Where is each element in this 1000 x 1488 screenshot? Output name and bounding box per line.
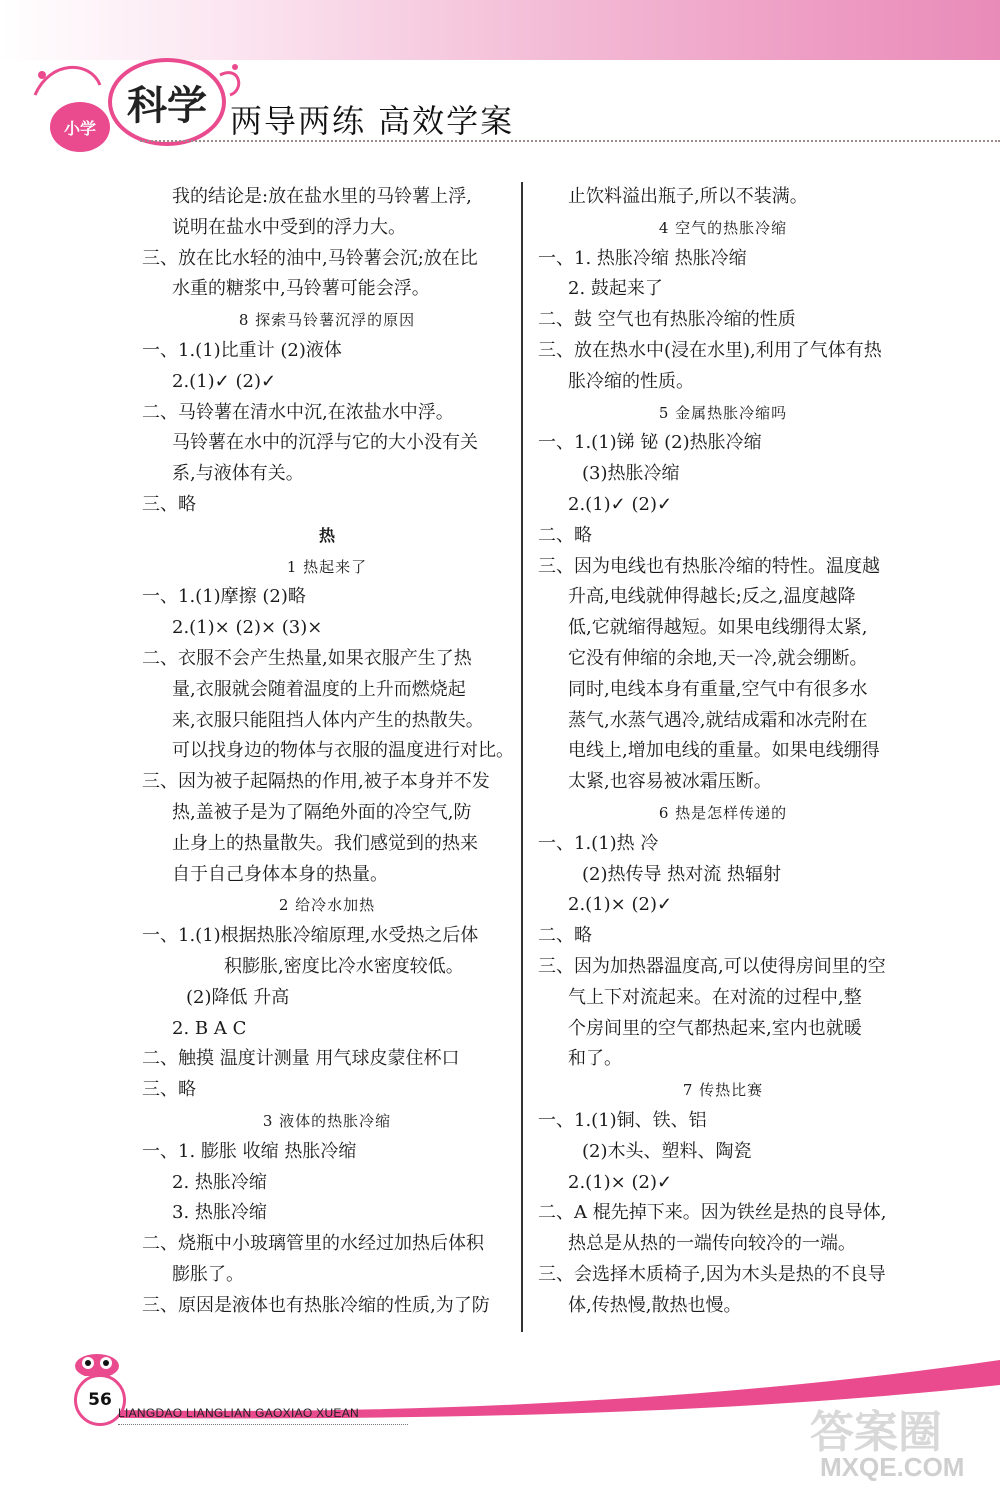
logo-small-text: 小学 — [63, 118, 96, 138]
answer-line: 水重的糖浆中,马铃薯可能会浮。 — [172, 278, 430, 300]
owl-icon — [72, 1346, 122, 1376]
answer-line: 来,衣服只能阻挡人体内产生的热散失。 — [172, 709, 484, 731]
answer-line: 二、马铃薯在清水中沉,在浓盐水中浮。 — [142, 401, 454, 423]
answer-line: 一、1.(1)摩擦 (2)略 — [142, 586, 306, 608]
answer-line: 三、略 — [142, 1079, 196, 1101]
section-heading: 6 热是怎样传递的 — [658, 803, 788, 822]
answer-line: 三、因为被子起隔热的作用,被子本身并不发 — [142, 771, 490, 793]
answer-line: 一、1.(1)热 冷 — [538, 832, 659, 854]
answer-line: 膨胀了。 — [172, 1263, 244, 1285]
answer-line: 一、1. 膨胀 收缩 热胀冷缩 — [142, 1140, 357, 1162]
answer-line: 止身上的热量散失。我们感觉到的热来 — [172, 832, 478, 854]
answer-line: 同时,电线本身有重量,空气中有很多水 — [568, 678, 868, 700]
answer-line: 一、1.(1)根据热胀冷缩原理,水受热之后体 — [142, 925, 479, 947]
section-heading: 4 空气的热胀冷缩 — [658, 218, 788, 237]
watermark-url: MXQE.COM — [820, 1452, 965, 1482]
answer-line: 三、会选择木质椅子,因为木头是热的不良导 — [538, 1263, 886, 1285]
answer-line: 电线上,增加电线的重量。如果电线绷得 — [568, 740, 880, 762]
answer-line: 2. B A C — [172, 1017, 247, 1039]
answer-line: 胀冷缩的性质。 — [568, 370, 694, 392]
section-heading: 7 传热比赛 — [682, 1081, 764, 1100]
page-number: 56 — [74, 1374, 126, 1426]
answer-line: 我的结论是:放在盐水里的马铃薯上浮, — [172, 186, 472, 207]
answer-line: 2.(1)× (2)× (3)× — [172, 617, 323, 639]
answer-line: 三、因为加热器温度高,可以使得房间里的空 — [538, 955, 886, 977]
answer-line: 2. 热胀冷缩 — [172, 1171, 267, 1193]
answer-line: 升高,电线就伸得越长;反之,温度越降 — [568, 586, 856, 608]
right-column — [538, 182, 908, 1321]
section-heading: 热 — [318, 525, 335, 545]
answer-line: 马铃薯在水中的沉浮与它的大小没有关 — [172, 432, 478, 454]
answer-line: (2)降低 升高 — [186, 986, 290, 1008]
answer-line: 2.(1)✓ (2)✓ — [568, 493, 673, 515]
column-divider — [521, 182, 523, 1332]
answer-line: 二、触摸 温度计测量 用气球皮蒙住杯口 — [142, 1048, 460, 1070]
answer-line: 它没有伸缩的余地,天一冷,就会绷断。 — [568, 647, 868, 669]
answer-line: 三、原因是液体也有热胀冷缩的性质,为了防 — [142, 1294, 490, 1316]
answer-line: 二、略 — [538, 925, 592, 947]
answer-line: 一、1. 热胀冷缩 热胀冷缩 — [538, 247, 747, 269]
answer-line: 2. 鼓起来了 — [568, 278, 663, 300]
answer-line: 二、烧瓶中小玻璃管里的水经过加热后体积 — [142, 1233, 484, 1255]
answer-line: 气上下对流起来。在对流的过程中,整 — [568, 986, 862, 1008]
answer-line: 个房间里的空气都热起来,室内也就暖 — [568, 1017, 862, 1039]
answer-line: 体,传热慢,散热也慢。 — [568, 1294, 742, 1316]
answer-line: 三、略 — [142, 493, 196, 515]
answer-line: (2)木头、塑料、陶瓷 — [582, 1140, 752, 1162]
logo-badge-small — [50, 102, 110, 152]
logo-badge-big — [108, 58, 226, 146]
answer-line: 和了。 — [568, 1048, 622, 1070]
section-heading: 1 热起来了 — [286, 557, 368, 576]
header-banner — [0, 0, 1000, 60]
answer-line: 三、因为电线也有热胀冷缩的特性。温度越 — [538, 555, 880, 577]
answer-line: 二、鼓 空气也有热胀冷缩的性质 — [538, 309, 796, 331]
series-pinyin: LIANGDAO LIANGLIAN GAOXIAO XUEAN — [118, 1406, 359, 1420]
page-title: 两导两练 高效学案 — [230, 102, 515, 140]
answer-line: 蒸气,水蒸气遇冷,就结成霜和冰壳附在 — [568, 709, 868, 731]
answer-line: 3. 热胀冷缩 — [172, 1202, 267, 1224]
answer-line: 太紧,也容易被冰霜压断。 — [568, 771, 772, 793]
section-heading: 3 液体的热胀冷缩 — [262, 1111, 392, 1130]
answer-line: 低,它就缩得越短。如果电线绷得太紧, — [568, 617, 868, 639]
answer-line: 系,与液体有关。 — [172, 463, 304, 485]
answer-line: (2)热传导 热对流 热辐射 — [582, 863, 781, 885]
answer-line: 热,盖被子是为了隔绝外面的冷空气,防 — [172, 801, 472, 823]
left-column — [142, 182, 512, 1321]
section-heading: 8 探索马铃薯沉浮的原因 — [238, 311, 416, 330]
answer-line: 说明在盐水中受到的浮力大。 — [172, 216, 406, 238]
answer-line: 二、略 — [538, 524, 592, 546]
header-divider — [140, 140, 1000, 142]
answer-line: 热总是从热的一端传向较冷的一端。 — [568, 1233, 856, 1255]
answer-line: 二、A 棍先掉下来。因为铁丝是热的良导体, — [538, 1202, 887, 1224]
section-heading: 5 金属热胀冷缩吗 — [658, 403, 788, 422]
answer-line: 2.(1)✓ (2)✓ — [172, 370, 277, 392]
footer-divider — [118, 1424, 408, 1425]
section-heading: 2 给冷水加热 — [278, 896, 376, 915]
answer-line: 三、放在热水中(浸在水里),利用了气体有热 — [538, 339, 882, 361]
answer-line: 三、放在比水轻的油中,马铃薯会沉;放在比 — [142, 247, 478, 269]
answer-line: 一、1.(1)铜、铁、铝 — [538, 1109, 707, 1131]
answer-line: 自于自己身体本身的热量。 — [172, 863, 388, 885]
answer-line: 可以找身边的物体与衣服的温度进行对比。 — [172, 740, 514, 762]
answer-line: 二、衣服不会产生热量,如果衣服产生了热 — [142, 647, 472, 669]
logo-big-text: 科学 — [127, 81, 207, 129]
answer-line: 积膨胀,密度比冷水密度较低。 — [224, 955, 464, 977]
answer-line: 量,衣服就会随着温度的上升而燃烧起 — [172, 678, 466, 700]
answer-line: 一、1.(1)比重计 (2)液体 — [142, 339, 342, 361]
answer-line: 2.(1)× (2)✓ — [568, 894, 673, 916]
answer-line: (3)热胀冷缩 — [582, 463, 680, 485]
answer-line: 2.(1)× (2)✓ — [568, 1171, 673, 1193]
answer-line: 一、1.(1)锑 铋 (2)热胀冷缩 — [538, 432, 762, 454]
answer-line: 止饮料溢出瓶子,所以不装满。 — [568, 186, 808, 207]
watermark-logo: 答案圈 — [810, 1407, 942, 1458]
